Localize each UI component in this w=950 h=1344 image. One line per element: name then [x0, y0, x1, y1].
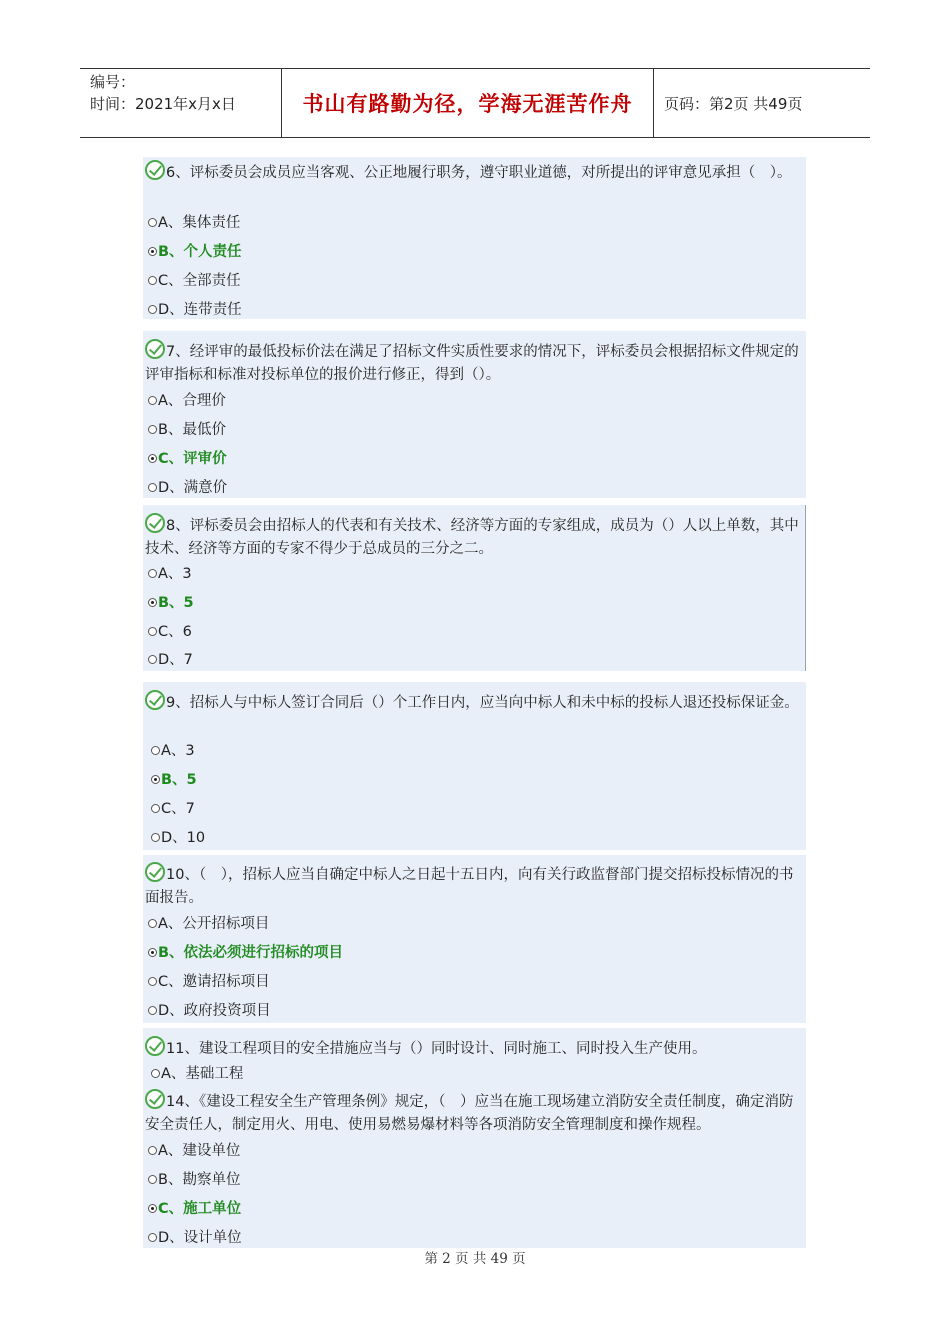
option-a[interactable]: A、公开招标项目 — [148, 913, 269, 936]
option-c[interactable]: C、全部责任 — [148, 270, 241, 293]
radio-icon[interactable] — [148, 977, 157, 986]
header-page-label: 页码：第2页 共49页 — [664, 94, 803, 113]
radio-selected-icon[interactable] — [148, 454, 157, 463]
option-c[interactable]: C、7 — [151, 798, 195, 821]
option-c[interactable]: C、6 — [148, 621, 192, 644]
question-text: 9、招标人与中标人签订合同后（）个工作日内，应当向中标人和未中标的投标人退还投标保证金。 — [145, 690, 802, 715]
radio-icon[interactable] — [148, 396, 157, 405]
option-a[interactable]: A、建设单位 — [148, 1140, 240, 1163]
radio-icon[interactable] — [148, 218, 157, 227]
question-text: 11、建设工程项目的安全措施应当与（）同时设计、同时施工、同时投入生产使用。 — [145, 1036, 802, 1061]
radio-selected-icon[interactable] — [148, 1204, 157, 1213]
question-text: 6、评标委员会成员应当客观、公正地履行职务，遵守职业道德，对所提出的评审意见承担（ ）。 — [145, 160, 802, 185]
option-b[interactable]: B、依法必须进行招标的项目 — [148, 942, 343, 965]
radio-icon[interactable] — [148, 1233, 157, 1242]
option-d[interactable]: D、10 — [151, 827, 205, 850]
option-b[interactable]: B、勘察单位 — [148, 1169, 240, 1192]
radio-icon[interactable] — [148, 1175, 157, 1184]
question-text: 8、评标委员会由招标人的代表和有关技术、经济等方面的专家组成，成员为（）人以上单数，其中技术、经济等方面的专家不得少于总成员的三分之二。 — [145, 513, 801, 561]
radio-icon[interactable] — [151, 746, 160, 755]
question-text: 7、经评审的最低投标价法在满足了招标文件实质性要求的情况下，评标委员会根据招标文件规定的评审指标和标准对投标单位的报价进行修正，得到（）。 — [145, 339, 802, 387]
option-c[interactable]: C、邀请招标项目 — [148, 971, 270, 994]
question-text: 14、《建设工程安全生产管理条例》规定，（ ）应当在施工现场建立消防安全责任制度，确定消防安全责任人，制定用火、用电、使用易燃易爆材料等各项消防安全管理制度和操作规程。 — [145, 1089, 802, 1137]
page-footer: 第 2 页 共 49 页 — [424, 1251, 526, 1267]
radio-icon[interactable] — [148, 305, 157, 314]
question-block — [143, 682, 806, 850]
option-b[interactable]: B、最低价 — [148, 419, 226, 442]
correct-check-icon — [145, 339, 165, 359]
header-motto: 书山有路勤为径，学海无涯苦作舟 — [282, 69, 654, 137]
radio-selected-icon[interactable] — [151, 775, 160, 784]
radio-icon[interactable] — [151, 1069, 160, 1078]
radio-icon[interactable] — [148, 425, 157, 434]
correct-check-icon — [145, 862, 165, 882]
option-a[interactable]: A、3 — [148, 563, 192, 586]
correct-check-icon — [145, 513, 165, 533]
correct-check-icon — [145, 1036, 165, 1056]
option-d[interactable]: D、连带责任 — [148, 299, 242, 322]
question-block — [143, 505, 806, 671]
radio-icon[interactable] — [148, 1006, 157, 1015]
page-header — [80, 68, 870, 138]
option-b[interactable]: B、个人责任 — [148, 241, 242, 264]
question-text: 10、（ ），招标人应当自确定中标人之日起十五日内，向有关行政监督部门提交招标投标情况的书面报告。 — [145, 862, 802, 910]
radio-icon[interactable] — [148, 276, 157, 285]
radio-selected-icon[interactable] — [148, 247, 157, 256]
correct-check-icon — [145, 1089, 165, 1109]
option-d[interactable]: D、7 — [148, 649, 193, 672]
date-label: 时间：2021年x月x日 — [90, 95, 236, 113]
radio-icon[interactable] — [148, 483, 157, 492]
correct-check-icon — [145, 690, 165, 710]
header-meta — [80, 69, 282, 137]
question-block — [143, 1028, 806, 1084]
question-block — [143, 331, 806, 498]
option-a[interactable]: A、合理价 — [148, 390, 226, 413]
radio-icon[interactable] — [148, 627, 157, 636]
radio-icon[interactable] — [148, 919, 157, 928]
radio-selected-icon[interactable] — [148, 598, 157, 607]
question-block — [143, 855, 806, 1023]
question-block — [143, 157, 806, 319]
question-block — [143, 1084, 806, 1248]
option-b[interactable]: B、5 — [151, 769, 197, 792]
option-b[interactable]: B、5 — [148, 592, 194, 615]
radio-icon[interactable] — [148, 1146, 157, 1155]
option-a[interactable]: A、集体责任 — [148, 212, 240, 235]
number-label: 编号： — [90, 73, 136, 91]
option-c[interactable]: C、评审价 — [148, 448, 227, 471]
option-a[interactable]: A、基础工程 — [151, 1063, 243, 1086]
radio-icon[interactable] — [151, 833, 160, 842]
correct-check-icon — [145, 160, 165, 180]
radio-icon[interactable] — [148, 655, 157, 664]
radio-icon[interactable] — [151, 804, 160, 813]
option-c[interactable]: C、施工单位 — [148, 1198, 241, 1221]
radio-selected-icon[interactable] — [148, 948, 157, 957]
option-d[interactable]: D、设计单位 — [148, 1227, 242, 1250]
option-a[interactable]: A、3 — [151, 740, 195, 763]
option-d[interactable]: D、满意价 — [148, 477, 227, 500]
option-d[interactable]: D、政府投资项目 — [148, 1000, 271, 1023]
radio-icon[interactable] — [148, 569, 157, 578]
